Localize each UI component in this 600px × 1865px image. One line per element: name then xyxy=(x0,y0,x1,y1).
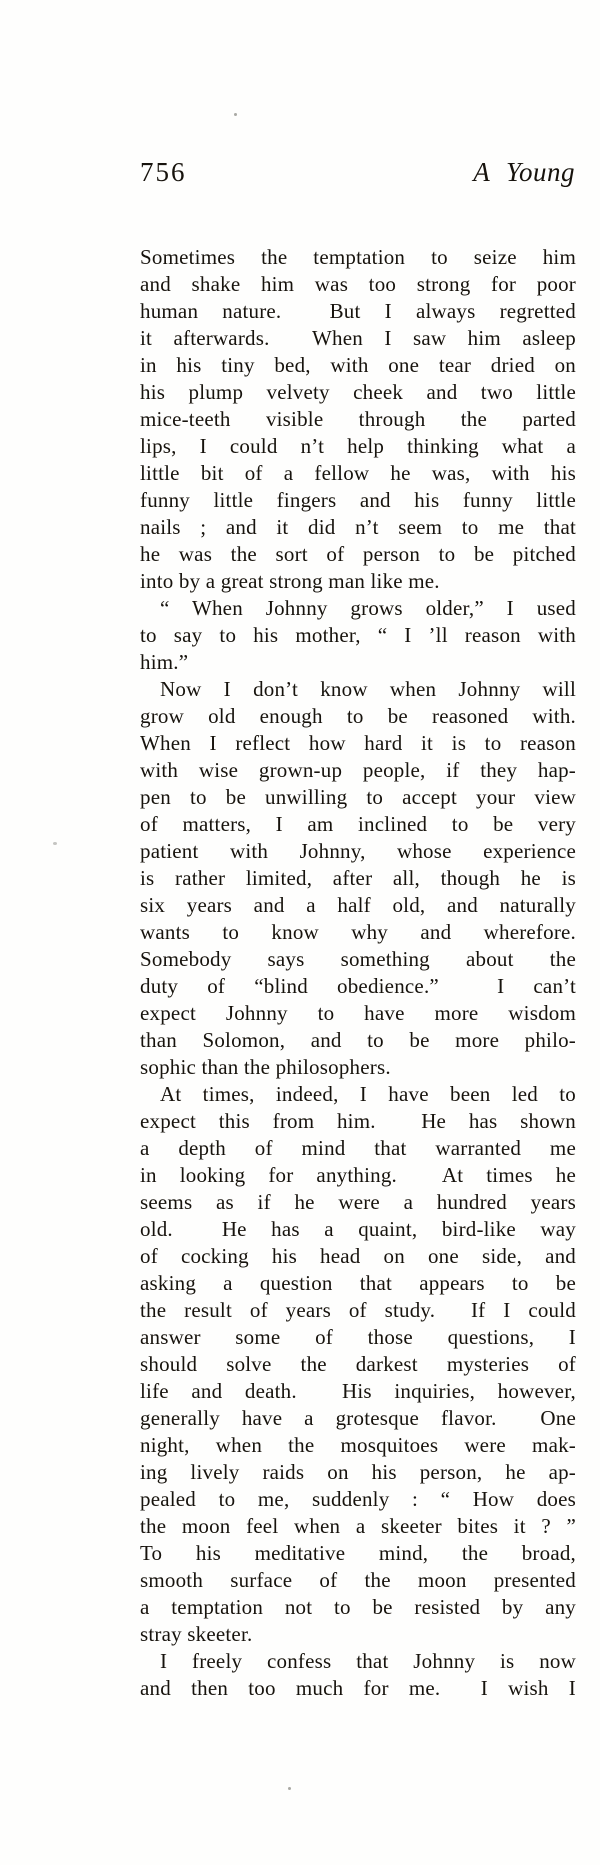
text-line: expect Johnny to have more wisdom xyxy=(140,1001,576,1025)
text-line: a depth of mind that warranted me xyxy=(140,1136,576,1160)
text-line: human nature. But I always regretted xyxy=(140,299,576,323)
text-line: to say to his mother, “ I ’ll reason with xyxy=(140,623,576,647)
text-line: patient with Johnny, whose experience xyxy=(140,839,576,863)
page-header xyxy=(140,157,575,195)
text-line: with wise grown-up people, if they hap- xyxy=(140,758,576,782)
text-line: in his tiny bed, with one tear dried on xyxy=(140,353,576,377)
text-line: the result of years of study. If I could xyxy=(140,1298,576,1322)
text-line: nails ; and it did n’t seem to me that xyxy=(140,515,576,539)
text-line: ing lively raids on his person, he ap- xyxy=(140,1460,576,1484)
text-line: and shake him was too strong for poor xyxy=(140,272,576,296)
text-line: a temptation not to be resisted by any xyxy=(140,1595,576,1619)
text-line: stray skeeter. xyxy=(140,1622,253,1646)
text-line: duty of “blind obedience.” I can’t xyxy=(140,974,576,998)
paragraph xyxy=(140,244,576,595)
paragraph xyxy=(140,1081,576,1648)
text-line: of cocking his head on one side, and xyxy=(140,1244,576,1268)
text-line: At times, indeed, I have been led to xyxy=(160,1082,576,1106)
scan-speck xyxy=(288,1787,291,1790)
text-line: seems as if he were a hundred years xyxy=(140,1190,576,1214)
text-line: asking a question that appears to be xyxy=(140,1271,576,1295)
text-line: of matters, I am inclined to be very xyxy=(140,812,576,836)
text-line: him.” xyxy=(140,650,189,674)
text-column xyxy=(140,244,576,1702)
paragraph xyxy=(140,676,576,1081)
text-line: wants to know why and wherefore. xyxy=(140,920,576,944)
text-line: pen to be unwilling to accept your view xyxy=(140,785,576,809)
text-line: When I reflect how hard it is to reason xyxy=(140,731,576,755)
text-line: Sometimes the temptation to seize him xyxy=(140,245,576,269)
text-line: old. He has a quaint, bird-like way xyxy=(140,1217,576,1241)
text-line: lips, I could n’t help thinking what a xyxy=(140,434,576,458)
running-header-title: A Young xyxy=(473,157,575,187)
text-line: the moon feel when a skeeter bites it ? ” xyxy=(140,1514,576,1538)
text-line: Now I don’t know when Johnny will xyxy=(160,677,576,701)
text-line: sophic than the philosophers. xyxy=(140,1055,391,1079)
page-number: 756 xyxy=(140,157,187,187)
text-line: answer some of those questions, I xyxy=(140,1325,576,1349)
text-line: little bit of a fellow he was, with his xyxy=(140,461,576,485)
text-line: expect this from him. He has shown xyxy=(140,1109,576,1133)
text-line: Somebody says something about the xyxy=(140,947,576,971)
scan-speck xyxy=(53,842,57,845)
text-line: than Solomon, and to be more philo- xyxy=(140,1028,576,1052)
text-line: into by a great strong man like me. xyxy=(140,569,440,593)
text-line: generally have a grotesque flavor. One xyxy=(140,1406,576,1430)
text-line: grow old enough to be reasoned with. xyxy=(140,704,576,728)
text-line: is rather limited, after all, though he is xyxy=(140,866,576,890)
text-line: funny little fingers and his funny little xyxy=(140,488,576,512)
text-line: should solve the darkest mysteries of xyxy=(140,1352,576,1376)
text-line: I freely confess that Johnny is now xyxy=(160,1649,576,1673)
text-line: he was the sort of person to be pitched xyxy=(140,542,576,566)
text-line: mice-teeth visible through the parted xyxy=(140,407,576,431)
text-line: six years and a half old, and naturally xyxy=(140,893,576,917)
text-line: smooth surface of the moon presented xyxy=(140,1568,576,1592)
paragraph xyxy=(140,595,576,676)
text-line: “ When Johnny grows older,” I used xyxy=(160,596,576,620)
text-line: his plump velvety cheek and two little xyxy=(140,380,576,404)
text-line: pealed to me, suddenly : “ How does xyxy=(140,1487,576,1511)
text-line: and then too much for me. I wish I xyxy=(140,1676,576,1700)
text-line: To his meditative mind, the broad, xyxy=(140,1541,576,1565)
text-line: in looking for anything. At times he xyxy=(140,1163,576,1187)
text-line: it afterwards. When I saw him asleep xyxy=(140,326,576,350)
text-line: night, when the mosquitoes were mak- xyxy=(140,1433,576,1457)
paragraph xyxy=(140,1648,576,1702)
scan-speck xyxy=(234,113,237,116)
text-line: life and death. His inquiries, however, xyxy=(140,1379,576,1403)
